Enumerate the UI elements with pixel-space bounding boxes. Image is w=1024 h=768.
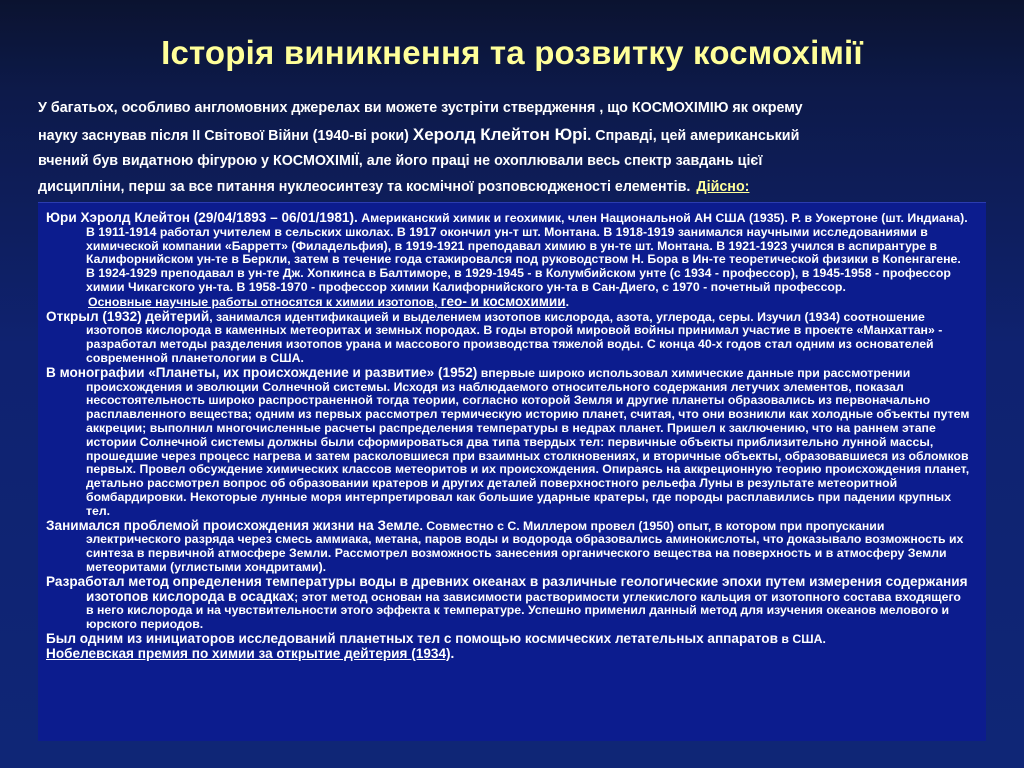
bio-research-areas-end: .	[565, 294, 570, 309]
intro-line-2-end: . Справді, цей американський	[587, 127, 800, 144]
intro-paragraph	[38, 96, 998, 200]
bio-nobel-prize: Нобелевская премия по химии за открытие дейтерия (1934)	[46, 645, 451, 661]
bio-deuterium-text: , занимался идентификацией и выделением изотопов кислорода, азота, углерода, серы. Изучил (1934) соотношение изотопов кислорода в каменных метеоритах и земных породах. В годы второй мировой войны принимал участие в проекте «Манхаттан» - разработал методы разделения изотопов урана и массового производства тяжелой воды. С конца 40-х годов стал одним из основателей современной планетологии в США.	[86, 309, 943, 365]
bio-research-areas-lead: гео- и космохимии	[440, 293, 566, 309]
bio-deuterium-lead: Открыл (1932) дейтерий	[46, 308, 210, 324]
biography-text	[46, 211, 971, 662]
bio-paleotemperature-lead: Разработал метод определения температуры воды в древних океанах в различные геологические эпохи путем измерения содержания изотопов кислорода в осадках	[46, 573, 968, 604]
intro-line-2	[38, 122, 998, 150]
bio-research-areas: Основные научные работы относятся к химии изотопов,	[88, 294, 441, 309]
intro-line-2-start: науку заснував після ІІ Світової Війни (1940-ві роки)	[38, 127, 413, 144]
scientist-name: Херолд Клейтон Юрі	[412, 124, 588, 144]
bio-paragraph-3	[46, 310, 971, 366]
bio-paragraph-1	[46, 211, 971, 295]
bio-space-missions-text: в США.	[777, 631, 826, 646]
bio-space-missions-lead: Был одним из инициаторов исследований планетных тел с помощью космических летательных аппаратов	[46, 630, 778, 646]
intro-line-3: вчений був видатною фігурою у КОСМОХІМІЇ, але його праці не охоплювали весь спектр завдань цієї	[38, 153, 763, 170]
bio-paragraph-6	[46, 575, 971, 632]
biography-panel	[38, 202, 986, 741]
bio-paragraph-7	[46, 632, 971, 647]
bio-paragraph-5	[46, 519, 971, 575]
bio-name-dates: Юри Хэролд Клейтон (29/04/1893 – 06/01/1981).	[46, 210, 358, 225]
bio-origin-of-life-text: . Совместно с С. Миллером провел (1950) опыт, в котором при пропускании электрического разряда через смесь аммиака, метана, паров воды и водорода образовались аминокислоты, что доказывало возможность их синтеза в первичной атмосфере Земли. Рассмотрел возможность занесения органического вещества на поверхность и в атмосферу Земли метеоритами (углистыми хондритами).	[86, 518, 964, 574]
bio-paragraph-8	[46, 647, 971, 662]
bio-paragraph-2	[46, 295, 971, 310]
bio-monograph-lead: В монографии «Планеты, их происхождение и развитие» (1952)	[46, 364, 478, 380]
slide-title: Історія виникнення та розвитку космохімії	[161, 34, 863, 71]
bio-monograph-text: впервые широко использовал химические данные при рассмотрении происхождения и эволюции Солнечной системы. Исходя из наблюдаемого относительного содержания летучих элементов, показал несостоятельность широко распространенной тогда теории, согласно которой Земля и другие планеты образовались из первоначально расплавленного вещества; одним из первых рассмотрел термическую историю планет, считая, что они возникли как холодные объекты путем аккреции; выполнил многочисленные расчеты распределения температуры в недрах планет. Пришел к заключению, что на раннем этапе истории Солнечной системы должны были сформироваться два типа твердых тел: первичные объекты приблизительно лунной массы, прошедшие через процесс нагрева и затем расколовшиеся при взаимных столкновениях, и вторичные объекты, образовавшиеся из обломков первых. Провел обсуждение химических классов метеоритов и их происхождения. Опираясь на аккреционную теорию происхождения планет, детально рассмотрел вопрос об образовании кратеров и других деталей поверхностного рельефа Луны в результате метеоритной бомбардировки. Некоторые лунные моря интерпретировал как большие ударные кратеры, где породы расплавились при падении крупных тел.	[86, 365, 970, 518]
intro-line-1: У багатьох, особливо англомовних джерелах ви можете зустріти ствердження , що КОСМОХІМІЮ як окрему	[38, 100, 803, 116]
bio-paleotemperature-text: ; этот метод основан на зависимости растворимости углекислого кальция от изотопного состава входящего в него кислорода и на чувствительности этого эффекта к температуре. Успешно применил данный метод для изучения океанов мелового и юрского периодов.	[86, 589, 961, 632]
intro-line-4	[38, 175, 998, 201]
intro-line-4-text: дисципліни, перш за все питання нуклеосинтезу та космічної розповсюдженості елементів.	[38, 178, 691, 195]
indeed-link[interactable]: Дійсно:	[696, 178, 750, 195]
bio-origin-of-life-lead: Занимался проблемой происхождения жизни на Земле	[46, 517, 420, 533]
bio-nobel-prize-end: .	[450, 645, 455, 661]
bio-career-text: Американский химик и геохимик, член Национальной АН США (1935). Р. в Уокертоне (шт. Индиана). В 1911-1914 работал учителем в сельских школах. В 1917 окончил ун-т шт. Монтана. В 1918-1919 занимался научными исследованиями в химической компании «Барретт» (Филадельфия), в 1919-1921 преподавал химию в ун-те шт. Монтана. В 1921-1923 учился в аспирантуре в Калифорнийском ун-те в Беркли, затем в течение года стажировался под руководством Н. Бора в Ин-те теоретической физики в Копенгагене. В 1924-1929 преподавал в ун-те Дж. Хопкинса в Балтиморе, в 1929-1945 - в Колумбийском унте (с 1934 - профессор), в 1945-1958 - профессор химии Чикагского ун-та. В 1958-1970 - профессор химии Калифорнийского ун-та в Сан-Диего, с 1970 - почетный профессор.	[86, 211, 968, 294]
bio-paragraph-4	[46, 366, 971, 519]
